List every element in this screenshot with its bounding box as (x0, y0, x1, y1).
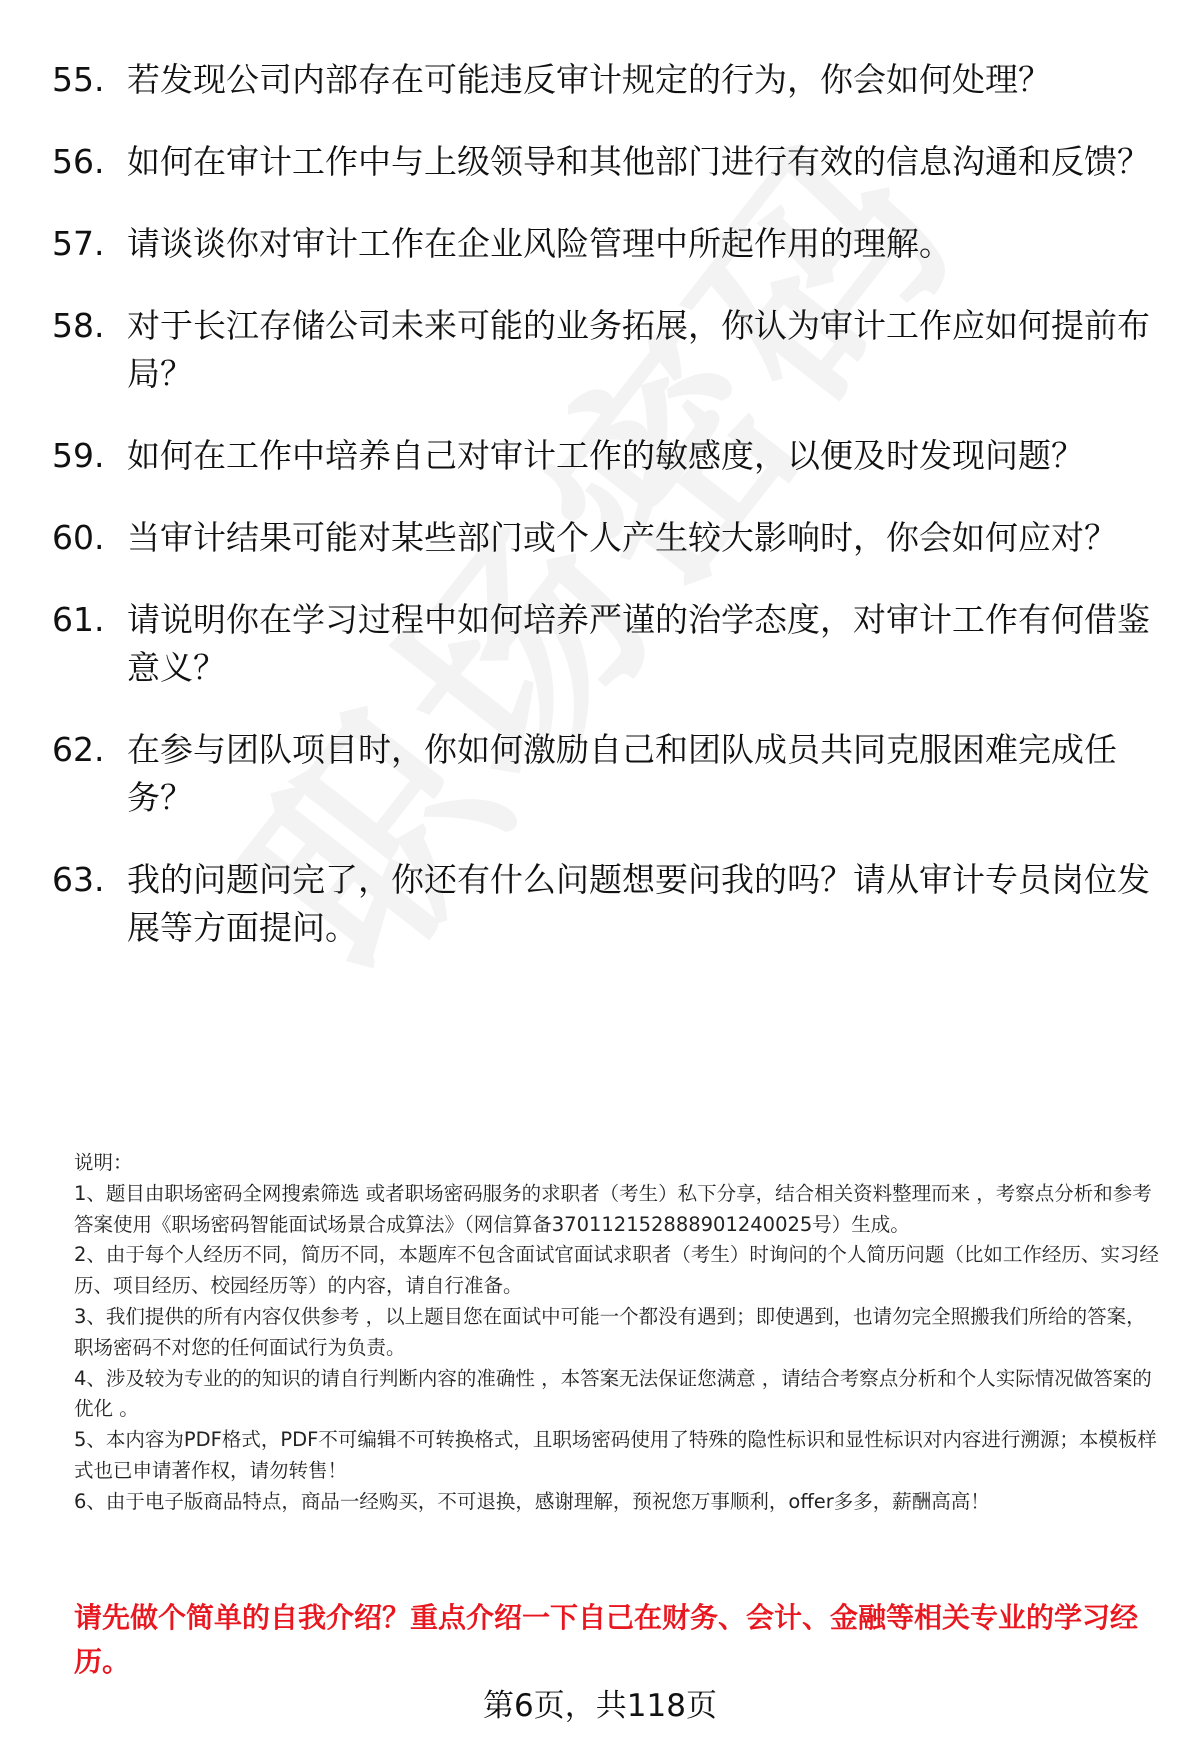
question-item (52, 856, 1162, 952)
question-item (52, 432, 1162, 480)
question-text: 我的问题问完了，你还有什么问题想要问我的吗？请从审计专员岗位发展等方面提问。 (127, 860, 1150, 947)
note-item: 4、涉及较为专业的的知识的请自行判断内容的准确性 ，本答案无法保证您满意 ，请结合考察点分析和个人实际情况做答案的优化 。 (74, 1366, 1152, 1421)
question-text: 在参与团队项目时，你如何激励自己和团队成员共同克服困难完成任务？ (127, 730, 1117, 817)
question-item (52, 514, 1162, 562)
note-item: 6、由于电子版商品特点，商品一经购买，不可退换，感谢理解，预祝您万事顺利，offer多多，薪酬高高！ (74, 1489, 990, 1513)
question-number: 58. (52, 306, 105, 345)
question-number: 63. (52, 860, 105, 899)
question-number: 55. (52, 60, 105, 99)
question-item (52, 220, 1162, 268)
question-number: 59. (52, 436, 105, 475)
note-item: 3、我们提供的所有内容仅供参考 ，以上题目您在面试中可能一个都没有遇到；即使遇到，也请勿完全照搬我们所给的答案，职场密码不对您的任何面试行为负责。 (74, 1304, 1146, 1359)
note-item: 2、由于每个人经历不同，简历不同，本题库不包含面试官面试求职者（考生）时询问的个人简历问题（比如工作经历、实习经历、项目经历、校园经历等）的内容，请自行准备。 (74, 1243, 1159, 1298)
note-item: 5、本内容为PDF格式，PDF不可编辑不可转换格式，且职场密码使用了特殊的隐性标识和显性标识对内容进行溯源；本模板样式也已申请著作权，请勿转售！ (74, 1428, 1157, 1482)
question-text: 若发现公司内部存在可能违反审计规定的行为，你会如何处理？ (127, 60, 1051, 99)
question-list (52, 56, 1162, 986)
question-item (52, 596, 1162, 692)
note-item: 1、题目由职场密码全网搜索筛选 或者职场密码服务的求职者（考生）私下分享，结合相关资料整理而来 ，考察点分析和参考答案使用《职场密码智能面试场景合成算法》（网信算备370112152888901240025号）生成。 (74, 1181, 1152, 1236)
question-text: 如何在工作中培养自己对审计工作的敏感度，以便及时发现问题？ (127, 436, 1084, 475)
question-number: 56. (52, 142, 105, 181)
question-item (52, 56, 1162, 104)
question-number: 61. (52, 600, 105, 639)
question-text: 对于长江存储公司未来可能的业务拓展，你认为审计工作应如何提前布局？ (127, 306, 1150, 393)
question-number: 60. (52, 518, 105, 557)
question-text: 请说明你在学习过程中如何培养严谨的治学态度，对审计工作有何借鉴意义？ (127, 600, 1150, 687)
question-item (52, 138, 1162, 186)
question-text: 请谈谈你对审计工作在企业风险管理中所起作用的理解。 (127, 224, 952, 263)
question-text: 如何在审计工作中与上级领导和其他部门进行有效的信息沟通和反馈？ (127, 142, 1150, 181)
question-number: 62. (52, 730, 105, 769)
notes-section (74, 1148, 1164, 1518)
notes-title: 说明： (74, 1151, 133, 1174)
page-number: 第6页，共118页 (483, 1688, 717, 1724)
highlight-question: 请先做个简单的自我介绍？重点介绍一下自己在财务、会计、金融等相关专业的学习经历。 (74, 1601, 1139, 1678)
question-number: 57. (52, 224, 105, 263)
question-text: 当审计结果可能对某些部门或个人产生较大影响时，你会如何应对？ (127, 518, 1117, 557)
question-item (52, 726, 1162, 822)
question-item (52, 302, 1162, 398)
